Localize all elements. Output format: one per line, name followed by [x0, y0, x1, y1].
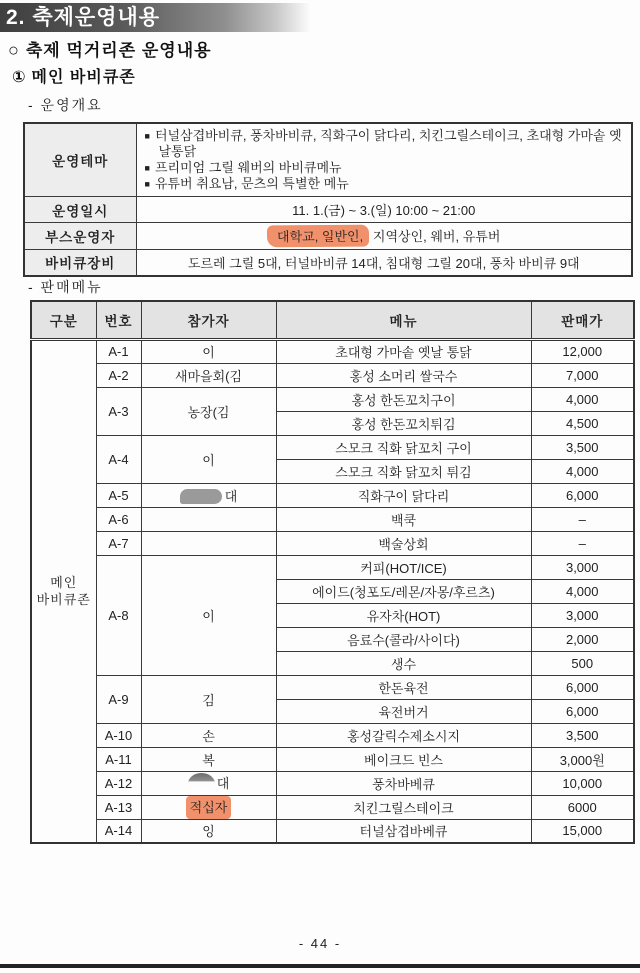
zone-heading	[12, 64, 136, 87]
redaction-blob	[180, 489, 222, 504]
col-menu: 스모크 직화 닭꼬치 구이	[276, 435, 531, 459]
page-bottom-rule	[0, 964, 640, 968]
col-no: A-4	[96, 435, 141, 483]
table-row	[31, 507, 634, 531]
section-title-banner	[0, 3, 312, 32]
col-menu: 한돈육전	[276, 675, 531, 699]
menu-section-label: - 판매메뉴	[28, 279, 103, 295]
table-header-row	[31, 301, 634, 339]
col-price: 3,000	[531, 555, 634, 579]
orange-marker-highlight: 적십자	[186, 796, 232, 819]
col-price: 4,000	[531, 387, 634, 411]
col-price: 7,000	[531, 363, 634, 387]
col-price: –	[531, 531, 634, 555]
table-row	[31, 795, 634, 819]
table-row	[31, 363, 634, 387]
col-participant: 이	[141, 555, 276, 675]
header-menu: 메뉴	[276, 301, 531, 339]
table-row	[31, 483, 634, 507]
col-menu: 터널삼겹바베큐	[276, 819, 531, 843]
row-label-operator: 부스운영자	[24, 223, 136, 250]
header-zone: 구분	[31, 301, 96, 339]
col-participant	[141, 531, 276, 555]
col-menu: 직화구이 닭다리	[276, 483, 531, 507]
col-participant: 김	[141, 675, 276, 723]
subsection-heading	[8, 36, 212, 61]
col-no: A-10	[96, 723, 141, 747]
col-price: 500	[531, 651, 634, 675]
col-no: A-5	[96, 483, 141, 507]
col-menu: 초대형 가마솥 옛날 통닭	[276, 339, 531, 363]
col-menu: 유자차(HOT)	[276, 603, 531, 627]
theme-bullet-3: ■ 유튜버 취요남, 문츠의 특별한 메뉴	[144, 176, 349, 191]
col-price: 3,500	[531, 723, 634, 747]
overview-section-label: - 운영개요	[28, 97, 103, 113]
col-no: A-8	[96, 555, 141, 675]
col-menu: 백술상회	[276, 531, 531, 555]
col-menu: 육전버거	[276, 699, 531, 723]
col-participant	[141, 507, 276, 531]
overview-table	[23, 122, 633, 277]
col-menu: 백쿡	[276, 507, 531, 531]
col-no: A-7	[96, 531, 141, 555]
col-no: A-2	[96, 363, 141, 387]
col-participant: 복	[141, 747, 276, 771]
col-participant: 잉	[141, 819, 276, 843]
col-participant: 새마을회(김	[141, 363, 276, 387]
square-bullet-icon: ■	[144, 131, 150, 141]
table-row	[31, 555, 634, 579]
zone-name-line1: 메인	[50, 575, 78, 591]
square-bullet-icon: ■	[144, 179, 150, 189]
col-menu: 홍성갈릭수제소시지	[276, 723, 531, 747]
table-row	[24, 123, 632, 197]
page-number: - 44 -	[298, 936, 342, 951]
table-row	[31, 675, 634, 699]
col-menu: 홍성 소머리 쌀국수	[276, 363, 531, 387]
col-participant: 대	[141, 771, 276, 795]
col-price: 6000	[531, 795, 634, 819]
equipment-value-cell: 도르레 그릴 5대, 터널바비큐 14대, 침대형 그릴 20대, 풍차 바비큐 9대	[136, 250, 632, 276]
col-price: 3,000	[531, 603, 634, 627]
col-menu: 홍성 한돈꼬치튀김	[276, 411, 531, 435]
operator-rest: 지역상인, 웨버, 유튜버	[369, 229, 501, 244]
menu-table	[30, 300, 635, 844]
table-row	[31, 747, 634, 771]
header-price: 판매가	[531, 301, 634, 339]
table-row	[31, 771, 634, 795]
col-participant: 손	[141, 723, 276, 747]
table-row	[24, 197, 632, 223]
table-row	[31, 819, 634, 843]
col-no: A-1	[96, 339, 141, 363]
col-menu: 스모크 직화 닭꼬치 튀김	[276, 459, 531, 483]
col-no: A-9	[96, 675, 141, 723]
col-menu: 생수	[276, 651, 531, 675]
col-price: 6,000	[531, 483, 634, 507]
theme-bullet-1: ■ 터널삼겹바비큐, 풍차바비큐, 직화구이 닭다리, 치킨그릴스테이크, 초대형 가마솥 옛날통닭	[144, 128, 622, 159]
col-no: A-3	[96, 387, 141, 435]
col-price: 6,000	[531, 675, 634, 699]
col-price: –	[531, 507, 634, 531]
col-menu: 홍성 한돈꼬치구이	[276, 387, 531, 411]
table-row	[31, 723, 634, 747]
col-no: A-13	[96, 795, 141, 819]
theme-bullet-2: ■ 프리미엄 그릴 웨버의 바비큐메뉴	[144, 160, 342, 175]
col-price: 4,500	[531, 411, 634, 435]
col-price: 3,000원	[531, 747, 634, 771]
operator-value-cell	[136, 223, 632, 250]
table-row	[31, 387, 634, 411]
col-price: 4,000	[531, 579, 634, 603]
table-row	[24, 223, 632, 250]
row-label-theme: 운영테마	[24, 123, 136, 197]
col-participant: 대	[141, 483, 276, 507]
header-participant: 참가자	[141, 301, 276, 339]
col-participant: 이	[141, 339, 276, 363]
square-bullet-icon: ■	[144, 163, 150, 173]
col-price: 4,000	[531, 459, 634, 483]
zone-cell	[31, 339, 96, 843]
zone-title: 메인 바비큐존	[31, 69, 136, 86]
subsection-title: 축제 먹거리존 운영내용	[25, 41, 212, 60]
col-price: 12,000	[531, 339, 634, 363]
theme-value-cell	[136, 123, 632, 197]
col-no: A-11	[96, 747, 141, 771]
col-participant	[141, 795, 276, 819]
row-label-equipment: 바비큐장비	[24, 250, 136, 276]
table-row	[24, 250, 632, 276]
col-no: A-14	[96, 819, 141, 843]
col-price: 15,000	[531, 819, 634, 843]
col-menu: 베이크드 빈스	[276, 747, 531, 771]
col-menu: 치킨그릴스테이크	[276, 795, 531, 819]
table-row	[31, 531, 634, 555]
table-row	[31, 339, 634, 363]
col-menu: 음료수(콜라/사이다)	[276, 627, 531, 651]
col-price: 10,000	[531, 771, 634, 795]
header-no: 번호	[96, 301, 141, 339]
col-menu: 에이드(청포도/레몬/자몽/후르츠)	[276, 579, 531, 603]
col-price: 3,500	[531, 435, 634, 459]
zone-name-line2: 바비큐존	[36, 592, 91, 608]
datetime-value-cell: 11. 1.(금) ~ 3.(일) 10:00 ~ 21:00	[136, 197, 632, 223]
col-participant: 농장(김	[141, 387, 276, 435]
orange-marker-highlight: 대학교, 일반인,	[267, 225, 369, 248]
col-price: 2,000	[531, 627, 634, 651]
table-row	[31, 435, 634, 459]
circle-bullet-icon: ○	[8, 40, 20, 60]
col-no: A-6	[96, 507, 141, 531]
redaction-blob	[188, 773, 215, 794]
section-title: 2. 축제운영내용	[6, 6, 161, 29]
col-participant: 이	[141, 435, 276, 483]
col-menu: 커피(HOT/ICE)	[276, 555, 531, 579]
col-menu: 풍차바베큐	[276, 771, 531, 795]
col-price: 6,000	[531, 699, 634, 723]
col-no: A-12	[96, 771, 141, 795]
row-label-datetime: 운영일시	[24, 197, 136, 223]
circled-one-icon: ①	[12, 69, 27, 86]
